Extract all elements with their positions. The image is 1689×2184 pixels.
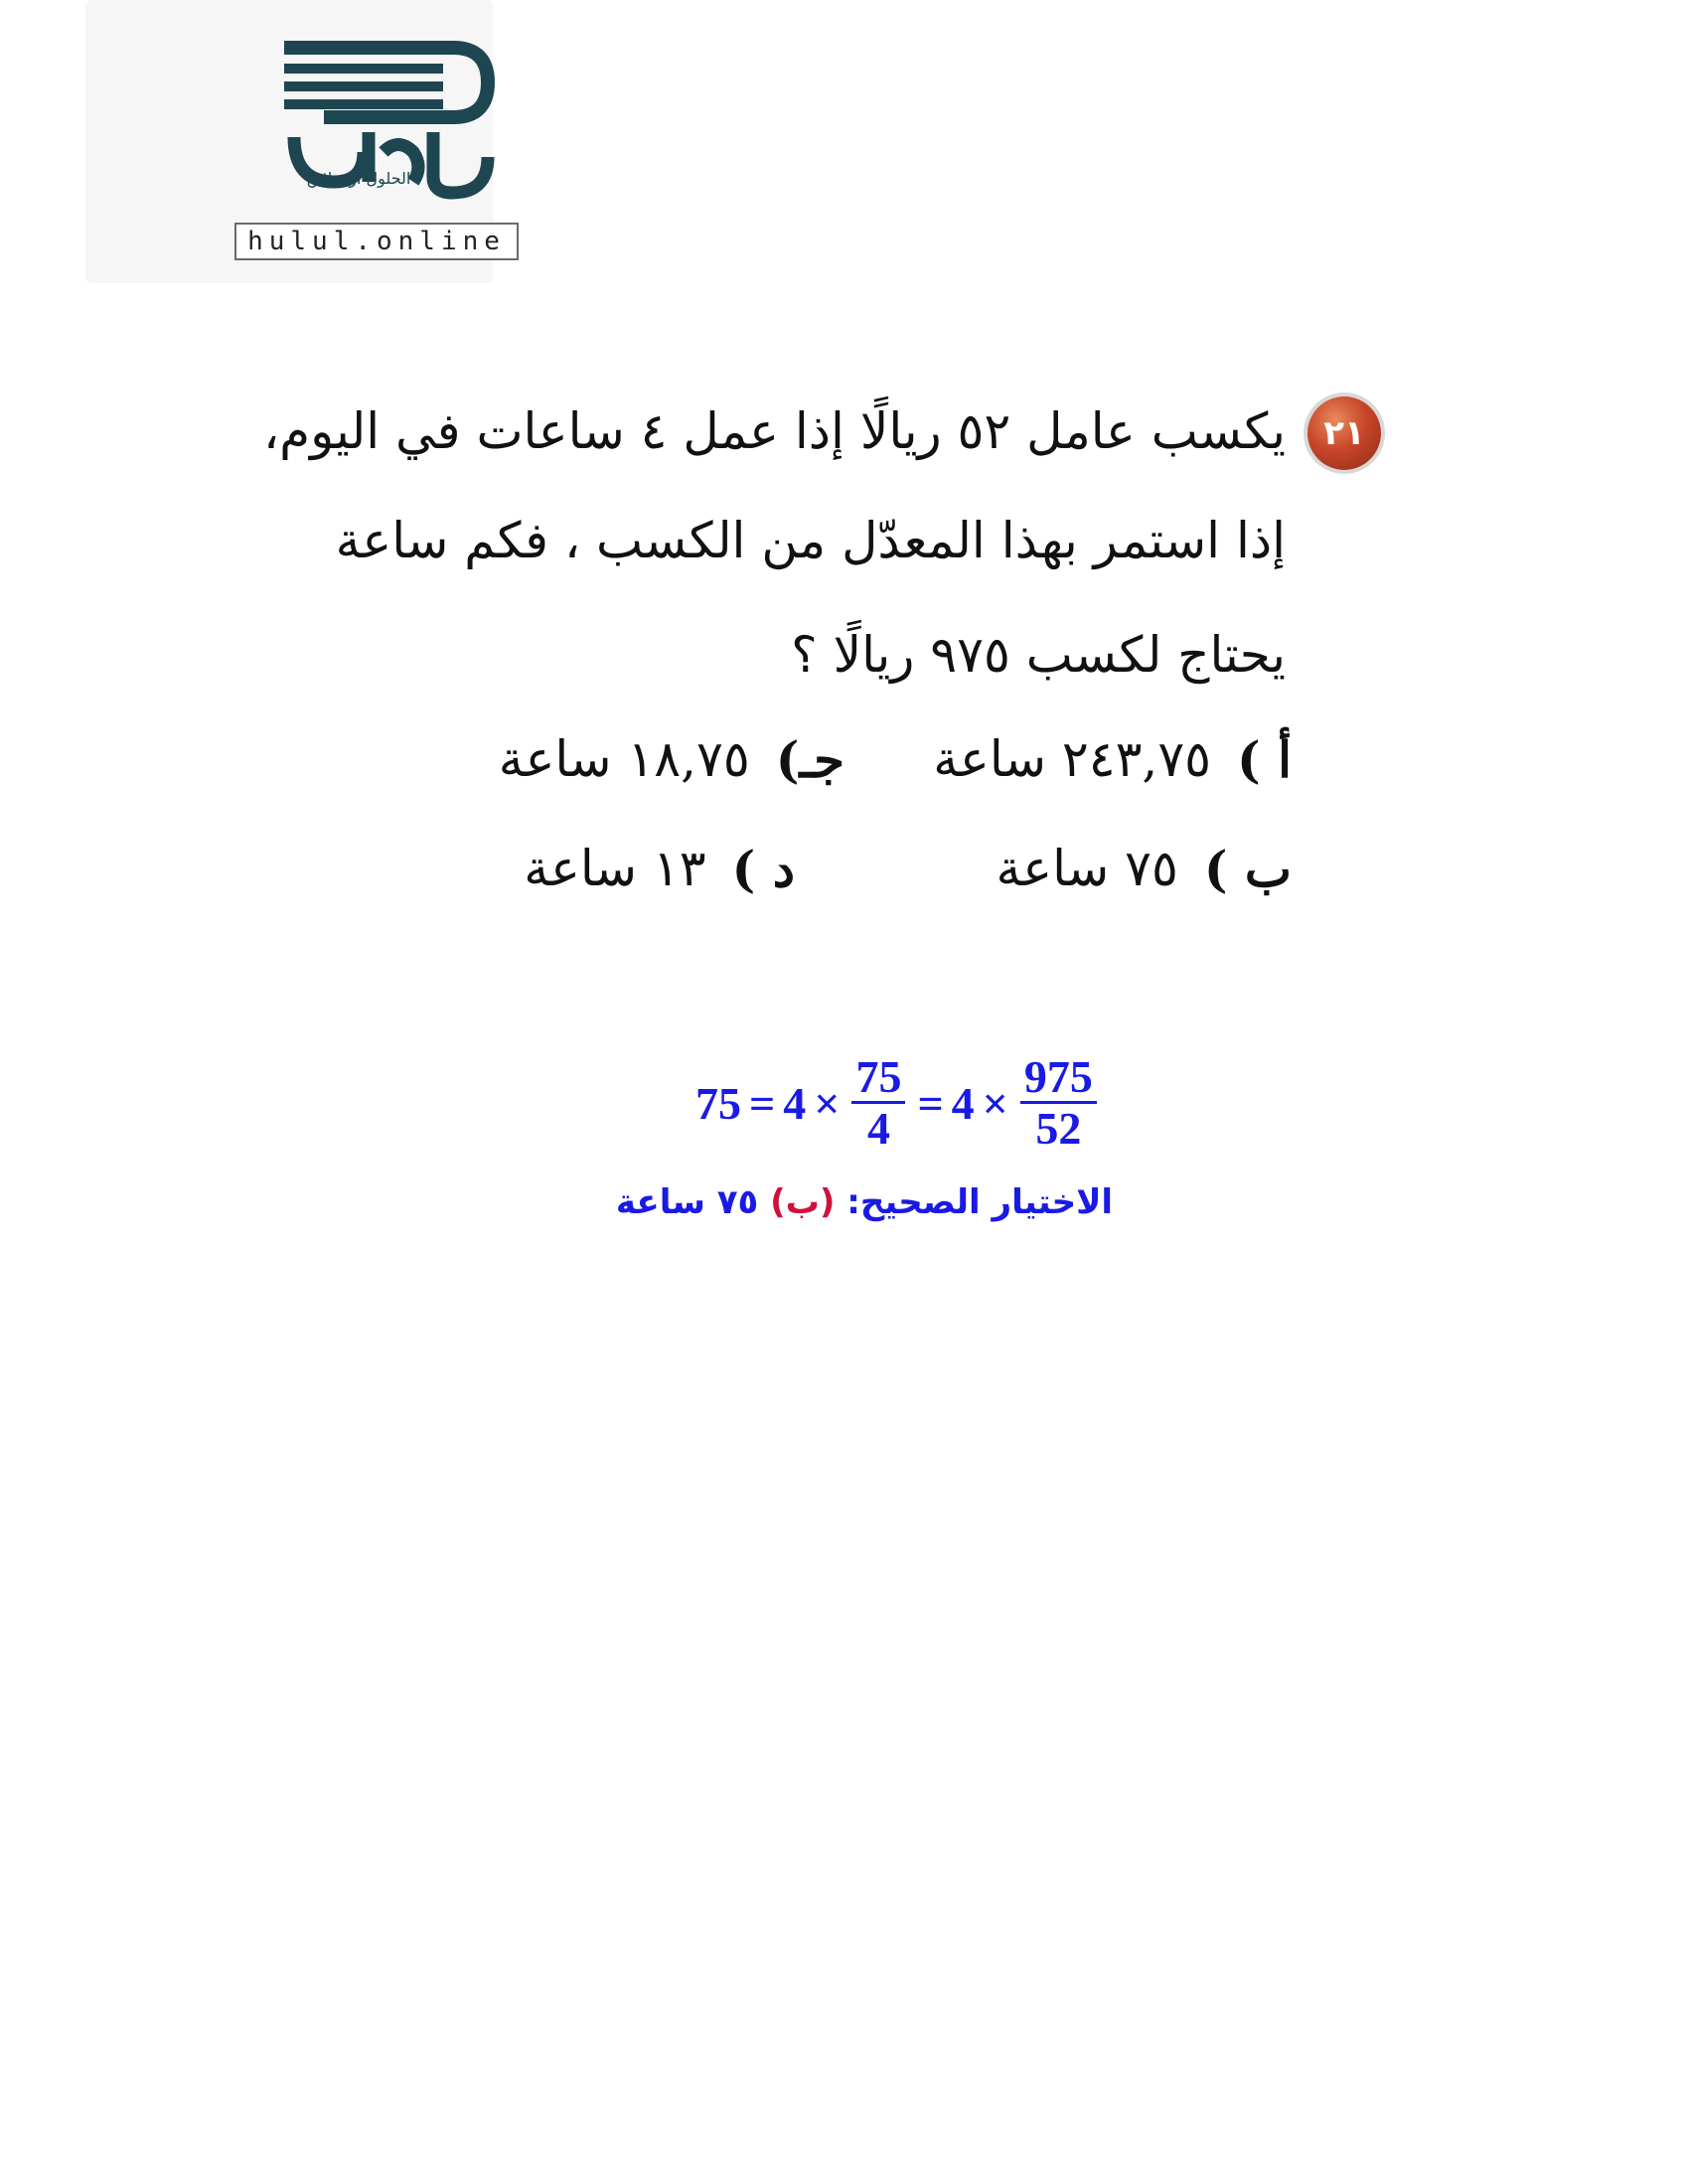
answer-value: ٧٥ ساعة [615,1182,759,1222]
question-line-1: يكسب عامل ٥٢ ريالًا إذا عمل ٤ ساعات في اليوم، [262,402,1286,460]
option-a-text: ٢٤٣,٧٥ ساعة [933,730,1212,788]
option-b-text: ٧٥ ساعة [996,840,1178,897]
equation-multiplier-2: 4 [951,1077,975,1129]
fraction-denominator: 4 [866,1102,890,1154]
option-c-letter: جـ) [775,730,844,789]
site-logo [85,0,506,283]
option-d-text: ١٣ ساعة [524,840,706,897]
fraction-numerator: 975 [1020,1053,1097,1104]
answer-label: الاختيار الصحيح: [846,1182,1114,1222]
fraction-numerator: 75 [851,1053,905,1104]
option-c [499,730,844,789]
logo-subtitle: الحلول اون لاين [306,169,411,188]
answer-choice: (ب) [770,1182,836,1222]
solution-equation [695,1048,1101,1158]
option-a-letter: أ ) [1237,730,1292,789]
times-sign: × [982,1077,1008,1129]
fraction-75-over-4 [851,1050,905,1154]
option-d-letter: د ) [731,840,795,898]
option-d [524,840,795,898]
option-c-text: ١٨,٧٥ ساعة [498,730,750,788]
option-a [933,730,1292,789]
equation-multiplier-1: 4 [783,1077,807,1129]
correct-answer [596,1182,1133,1222]
fraction-975-over-52 [1020,1050,1097,1154]
equals-sign: = [749,1077,776,1129]
question-line-3: يحتاج لكسب ٩٧٥ ريالًا ؟ [791,626,1286,684]
question-block [248,383,1381,939]
option-b [996,840,1292,898]
logo-url: hulul.online [234,223,519,260]
equals-sign: = [917,1077,944,1129]
question-number-badge: ٢١ [1307,396,1381,470]
equation-result: 75 [695,1077,741,1129]
option-b-letter: ب ) [1203,840,1292,898]
times-sign: × [814,1077,841,1129]
question-line-2: إذا استمر بهذا المعدّل من الكسب ، فكم ساعة [335,512,1286,569]
fraction-denominator: 52 [1035,1102,1082,1154]
